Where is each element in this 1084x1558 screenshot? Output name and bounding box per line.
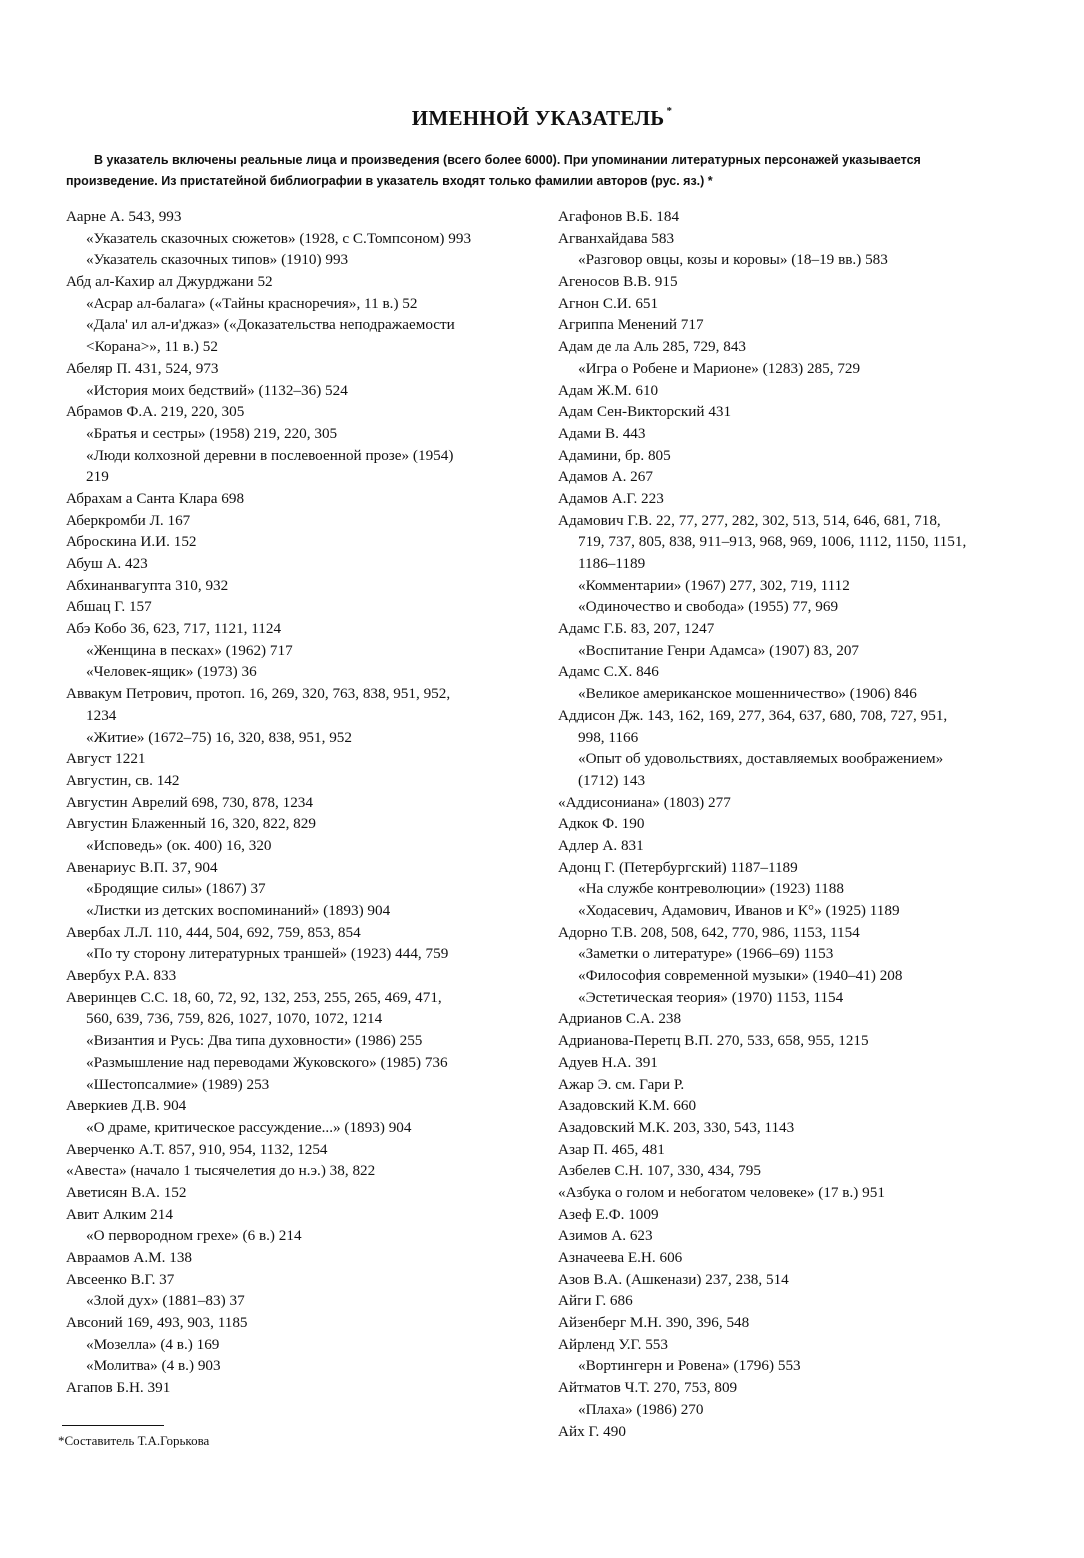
index-entry: Адамс Г.Б. 83, 207, 1247	[558, 620, 715, 638]
index-entry: Аброскина И.И. 152	[66, 533, 197, 551]
index-subentry: «Дала' ил ал-и'джаз» («Доказательства неподражаемости	[86, 316, 455, 334]
index-column-right	[558, 206, 1030, 1442]
index-subentry: «Византия и Русь: Два типа духовности» (1986) 255	[86, 1032, 423, 1050]
index-entry: Абшац Г. 157	[66, 598, 152, 616]
index-entry: Адкок Ф. 190	[558, 815, 645, 833]
index-entry: Агафонов В.Б. 184	[558, 208, 680, 225]
index-subentry: (1712) 143	[578, 771, 646, 789]
index-column-left	[66, 206, 542, 1399]
index-entry: Азеф Е.Ф. 1009	[558, 1205, 659, 1223]
index-entry: Аверинцев С.С. 18, 60, 72, 92, 132, 253, 255, 265, 469, 471,	[66, 988, 442, 1006]
index-entry: Адорно Т.В. 208, 508, 642, 770, 986, 1153, 1154	[558, 923, 860, 941]
index-subentry: «О драме, критическое рассуждение...» (1893) 904	[86, 1118, 412, 1136]
index-entry: Адамс С.Х. 846	[558, 663, 659, 681]
index-entry: Агапов Б.Н. 391	[66, 1379, 171, 1397]
index-entry: Адамович Г.В. 22, 77, 277, 282, 302, 513, 514, 646, 681, 718,	[558, 511, 941, 529]
index-entry: Айх Г. 490	[558, 1422, 626, 1440]
index-entry: Адам Ж.М. 610	[558, 381, 659, 399]
index-entry: Авербух Р.А. 833	[66, 967, 177, 985]
index-subentry: «Ходасевич, Адамович, Иванов и К°» (1925) 1189	[578, 902, 900, 919]
index-subentry: «Асрар ал-балага» («Тайны красноречия», 11 в.) 52	[86, 294, 418, 312]
index-entry: Аберкромби Л. 167	[66, 511, 191, 529]
page-title: ИМЕННОЙ УКАЗАТЕЛЬ *	[411, 105, 673, 130]
index-entry: Абрамов Ф.А. 219, 220, 305	[66, 403, 245, 421]
index-subentry: «Молитва» (4 в.) 903	[86, 1357, 221, 1375]
index-entry: Авсоний 169, 493, 903, 1185	[66, 1314, 248, 1332]
index-entry: Абеляр П. 431, 524, 973	[66, 359, 219, 377]
index-entry: Азимов А. 623	[558, 1227, 653, 1245]
index-entry: Адлер А. 831	[558, 836, 644, 854]
index-entry: Августин, св. 142	[66, 771, 180, 789]
index-entry: Айзенберг М.Н. 390, 396, 548	[558, 1314, 750, 1332]
index-entry: Аввакум Петрович, протоп. 16, 269, 320, 763, 838, 951, 952,	[66, 685, 451, 703]
index-entry: Азадовский М.К. 203, 330, 543, 1143	[558, 1118, 795, 1136]
index-subentry: 1186–1189	[578, 555, 646, 572]
index-entry: «Азбука о голом и небогатом человеке» (17 в.) 951	[558, 1183, 885, 1201]
index-entry: Азначеева Е.Н. 606	[558, 1249, 683, 1266]
index-entry: Адами В. 443	[558, 424, 646, 442]
index-entry: Адрианов С.А. 238	[558, 1010, 682, 1028]
index-entry: Авербах Л.Л. 110, 444, 504, 692, 759, 853, 854	[66, 923, 361, 941]
index-entry: Адам Сен-Викторский 431	[558, 403, 732, 421]
index-entry: Айтматов Ч.Т. 270, 753, 809	[558, 1379, 738, 1397]
index-subentry: 998, 1166	[578, 728, 639, 746]
index-entry: Адамов А.Г. 223	[558, 489, 664, 507]
index-subentry: 560, 639, 736, 759, 826, 1027, 1070, 1072, 1214	[86, 1010, 383, 1028]
index-subentry: «Воспитание Генри Адамса» (1907) 83, 207	[578, 641, 860, 659]
index-subentry: «История моих бедствий» (1132–36) 524	[86, 381, 348, 399]
index-entry: Адуев Н.А. 391	[558, 1053, 658, 1071]
index-subentry: «Плаха» (1986) 270	[578, 1400, 704, 1418]
index-subentry: «Братья и сестры» (1958) 219, 220, 305	[86, 424, 338, 442]
index-subentry: <Корана>», 11 в.) 52	[86, 338, 218, 356]
index-entry: Аверченко А.Т. 857, 910, 954, 1132, 1254	[66, 1140, 328, 1158]
index-entry: Авсеенко В.Г. 37	[66, 1270, 175, 1288]
index-subentry: «По ту сторону литературных траншей» (1923) 444, 759	[86, 945, 449, 963]
index-entry: Азбелев С.Н. 107, 330, 434, 795	[558, 1162, 761, 1180]
index-subentry: «О первородном грехе» (6 в.) 214	[86, 1227, 302, 1245]
index-subentry: «Житие» (1672–75) 16, 320, 838, 951, 952	[86, 728, 352, 746]
index-subentry: «Философия современной музыки» (1940–41) 208	[578, 967, 903, 985]
index-subentry: «Бродящие силы» (1867) 37	[86, 880, 266, 898]
index-entry: Абрахам а Санта Клара 698	[66, 489, 245, 507]
index-entry: Аверкиев Д.В. 904	[66, 1097, 187, 1115]
index-entry: Абд ал-Кахир ал Джурджани 52	[66, 273, 273, 291]
index-subentry: «Великое американское мошенничество» (1906) 846	[578, 685, 917, 703]
index-subentry: 719, 737, 805, 838, 911–913, 968, 969, 1006, 1112, 1150, 1151,	[578, 533, 967, 551]
index-subentry: «На службе контреволюции» (1923) 1188	[578, 880, 844, 898]
footnote: *Составитель Т.А.Горькова	[58, 1433, 210, 1448]
intro-line-1: В указатель включены реальные лица и произведения (всего более 6000). При упоминании литературных персонажей указывается	[94, 153, 921, 167]
index-entry: Агеносов В.В. 915	[558, 273, 678, 291]
index-subentry: «Злой дух» (1881–83) 37	[86, 1292, 245, 1310]
intro-paragraph	[66, 150, 1026, 192]
index-entry: Ажар Э. см. Гари Р.	[558, 1075, 685, 1093]
index-entry: Адамини, бр. 805	[558, 446, 671, 464]
index-subentry: «Разговор овцы, козы и коровы» (18–19 вв.) 583	[578, 251, 888, 269]
index-subentry: «Одиночество и свобода» (1955) 77, 969	[578, 598, 839, 616]
index-entry: Азов В.А. (Ашкенази) 237, 238, 514	[558, 1270, 789, 1288]
index-entry: Авраамов А.М. 138	[66, 1249, 193, 1266]
index-subentry: «Комментарии» (1967) 277, 302, 719, 1112	[578, 576, 850, 594]
index-entry: «Аддисониана» (1803) 277	[558, 793, 731, 811]
footnote-rule	[62, 1425, 164, 1426]
index-entry: Абэ Кобо 36, 623, 717, 1121, 1124	[66, 620, 282, 638]
index-entry: «Авеста» (начало 1 тысячелетия до н.э.) 38, 822	[66, 1162, 376, 1180]
index-entry: Авенариус В.П. 37, 904	[66, 858, 218, 876]
index-entry: Адам де ла Аль 285, 729, 843	[558, 338, 747, 356]
index-subentry: «Эстетическая теория» (1970) 1153, 1154	[578, 988, 844, 1006]
index-subentry: «Человек-ящик» (1973) 36	[86, 663, 257, 681]
index-subentry: «Женщина в песках» (1962) 717	[86, 641, 293, 659]
index-subentry: «Размышление над переводами Жуковского» (1985) 736	[86, 1053, 448, 1071]
index-entry: Абуш А. 423	[66, 555, 148, 572]
index-entry: Августин Аврелий 698, 730, 878, 1234	[66, 793, 313, 811]
index-entry: Август 1221	[66, 750, 146, 768]
footnote-mark: *	[666, 105, 673, 117]
index-entry: Аддисон Дж. 143, 162, 169, 277, 364, 637, 680, 708, 727, 951,	[558, 706, 948, 724]
index-subentry: «Вортингерн и Ровена» (1796) 553	[578, 1357, 801, 1375]
index-entry: Азадовский К.М. 660	[558, 1097, 697, 1115]
index-entry: Адонц Г. (Петербургский) 1187–1189	[558, 858, 798, 876]
index-entry: Адамов А. 267	[558, 468, 653, 486]
index-subentry: «Исповедь» (ок. 400) 16, 320	[86, 836, 272, 854]
intro-line-2: произведение. Из пристатейной библиографии в указатель входят только фамилии авторов (рус. яз.) *	[66, 174, 713, 188]
index-subentry: «Указатель сказочных типов» (1910) 993	[86, 251, 349, 269]
index-subentry: «Листки из детских воспоминаний» (1893) 904	[86, 902, 391, 919]
index-entry: Авит Алким 214	[66, 1205, 173, 1223]
index-subentry: «Люди колхозной деревни в послевоенной прозе» (1954)	[86, 446, 454, 464]
index-subentry: 1234	[86, 706, 117, 724]
index-entry: Агванхайдава 583	[558, 229, 675, 247]
index-subentry: «Игра о Робене и Марионе» (1283) 285, 729	[578, 359, 861, 377]
index-subentry: «Опыт об удовольствиях, доставляемых воображением»	[578, 750, 944, 768]
index-entry: Агнон С.И. 651	[558, 294, 659, 312]
index-entry: Азар П. 465, 481	[558, 1140, 665, 1158]
index-entry: Адрианова-Перетц В.П. 270, 533, 658, 955, 1215	[558, 1032, 869, 1050]
index-entry: Аарне А. 543, 993	[66, 208, 182, 225]
index-entry: Агриппа Менений 717	[558, 316, 704, 334]
index-entry: Айги Г. 686	[558, 1292, 633, 1310]
index-subentry: «Мозелла» (4 в.) 169	[86, 1335, 220, 1353]
index-subentry: «Заметки о литературе» (1966–69) 1153	[578, 945, 834, 963]
index-subentry: «Шестопсалмие» (1989) 253	[86, 1075, 270, 1093]
index-entry: Августин Блаженный 16, 320, 822, 829	[66, 815, 316, 833]
index-entry: Айрленд У.Г. 553	[558, 1335, 668, 1353]
index-entry: Абхинанвагупта 310, 932	[66, 576, 229, 594]
index-subentry: «Указатель сказочных сюжетов» (1928, с С.Томпсоном) 993	[86, 229, 472, 247]
index-entry: Аветисян В.А. 152	[66, 1183, 187, 1201]
index-subentry: 219	[86, 468, 109, 486]
